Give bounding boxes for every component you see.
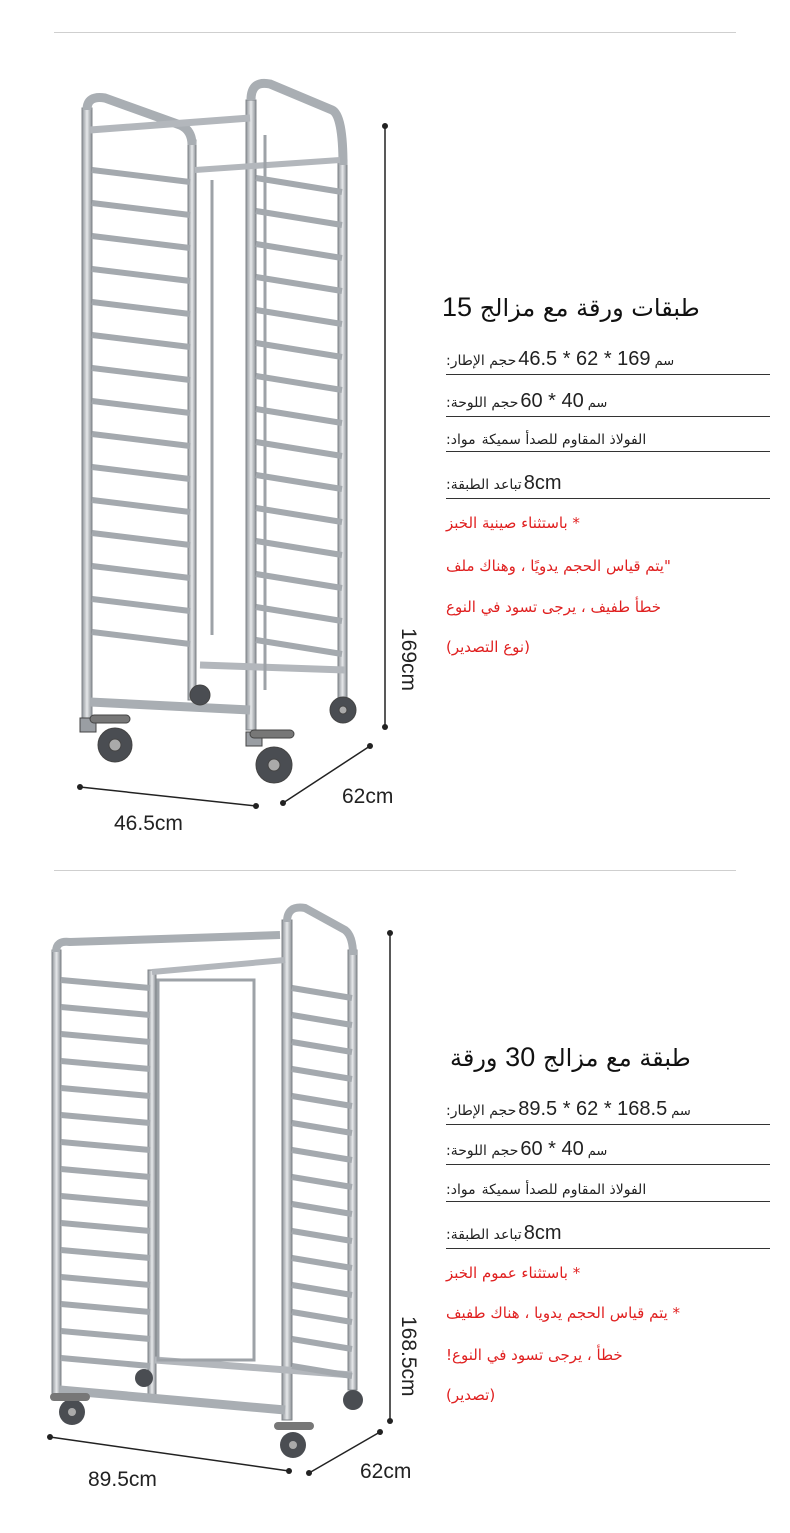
title-number: 15 [442, 292, 473, 322]
note-line-4: (نوع التصدير) [446, 638, 530, 656]
spec-panel-size [446, 390, 770, 417]
spec-value: 89.5 * 62 * 168.5 [518, 1098, 668, 1120]
spec-label: حجم اللوحة: [446, 1143, 519, 1159]
width-dimension-label: 89.5cm [88, 1468, 157, 1491]
product-title [450, 1042, 691, 1073]
note-line-2: "يتم قياس الحجم يدويًا ، وهناك ملف [446, 557, 671, 575]
note-line-3: خطأ طفيف ، يرجى تسود في النوع [446, 598, 662, 616]
product-section-2 [0, 870, 790, 1533]
spec-label: حجم اللوحة: [446, 395, 519, 411]
note-line-1: * باستثناء عموم الخبز [446, 1264, 581, 1282]
spec-material [446, 432, 770, 452]
spec-label: تباعد الطبقة: [446, 1227, 522, 1243]
spec-frame-size [446, 1098, 770, 1125]
spec-value: 60 * 40 [520, 390, 584, 412]
spec-unit: سم [587, 396, 608, 411]
spec-material [446, 1182, 770, 1202]
spec-label: مواد: [446, 432, 476, 448]
spec-panel-size [446, 1138, 770, 1165]
spec-value: 8cm [523, 472, 562, 494]
title-number: 30 [505, 1042, 536, 1072]
dimension-lines-15 [0, 0, 420, 860]
spec-label: تباعد الطبقة: [446, 477, 522, 493]
spec-label: حجم الإطار: [446, 1103, 517, 1119]
spec-value: 8cm [523, 1222, 562, 1244]
spec-frame-size [446, 348, 770, 375]
note-line-2: * يتم قياس الحجم يدويا ، هناك طفيف [446, 1304, 681, 1322]
spec-layer-spacing [446, 1222, 770, 1249]
height-dimension-label: 169cm [397, 628, 420, 692]
depth-dimension-label: 62cm [342, 785, 394, 808]
title-text-before: ورقة [450, 1044, 498, 1072]
product-title [442, 292, 700, 323]
dimension-lines-30 [0, 870, 420, 1533]
spec-unit: الفولاذ المقاوم للصدأ سميكة [481, 432, 647, 448]
spec-value: 60 * 40 [520, 1138, 584, 1160]
height-dimension-label: 168.5cm [397, 1316, 420, 1397]
spec-layer-spacing [446, 472, 770, 499]
spec-label: حجم الإطار: [446, 353, 517, 369]
spec-unit: سم [587, 1144, 608, 1159]
note-line-4: (تصدير) [446, 1386, 496, 1404]
depth-dimension-label: 62cm [360, 1460, 412, 1483]
title-text-after: طبقة مع مزالج [542, 1044, 691, 1072]
spec-value: 46.5 * 62 * 169 [518, 348, 651, 370]
note-line-1: * باستثناء صينية الخبز [446, 514, 580, 532]
spec-unit: الفولاذ المقاوم للصدأ سميكة [481, 1182, 647, 1198]
note-line-3: خطأ ، يرجى تسود في النوع! [446, 1346, 623, 1364]
width-dimension-label: 46.5cm [114, 812, 183, 835]
title-text: طبقات ورقة مع مزالج [479, 294, 700, 322]
spec-label: مواد: [446, 1182, 476, 1198]
spec-unit: سم [671, 1104, 691, 1119]
spec-unit: سم [654, 354, 675, 369]
